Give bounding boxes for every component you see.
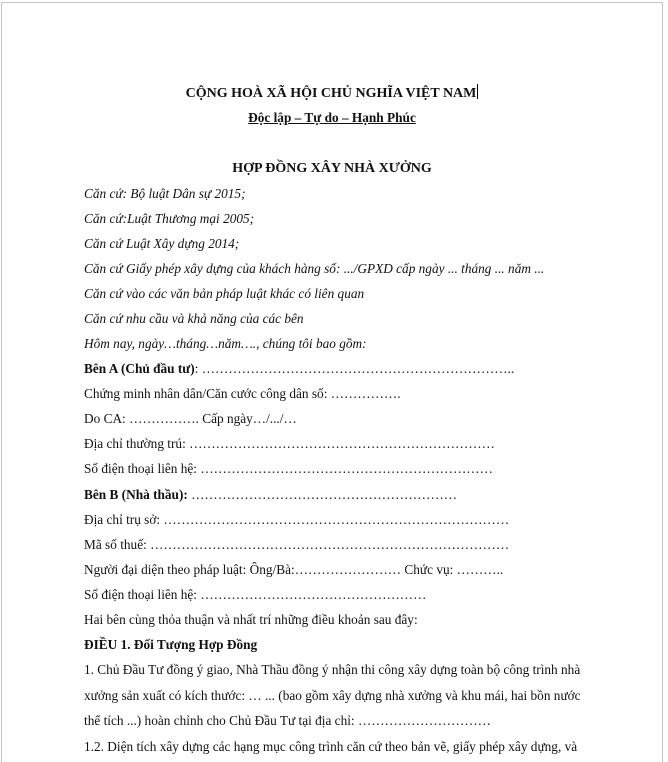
basis-line: Căn cứ vào các văn bản pháp luật khác có liên quan <box>84 286 365 301</box>
party-a-label: Bên A (Chủ đầu tư) <box>84 361 195 376</box>
party-a-heading <box>84 361 514 377</box>
basis-line: Căn cứ: Bộ luật Dân sự 2015; <box>84 186 246 201</box>
document-page[interactable] <box>1 2 663 762</box>
basis-line: Căn cứ nhu cầu và khả năng của các bên <box>84 311 304 326</box>
basis-line: Căn cứ Luật Xây dựng 2014; <box>84 236 240 251</box>
motto: Độc lập – Tự do – Hạnh Phúc <box>248 110 416 125</box>
article-1-heading: ĐIỀU 1. Đối Tượng Hợp Đồng <box>84 637 258 652</box>
party-a-field: Chứng minh nhân dân/Căn cước công dân số: ……………. <box>84 386 401 401</box>
party-a-field: Do CA: ……………. Cấp ngày…/.../… <box>84 411 297 426</box>
article-1-line: 1. Chủ Đầu Tư đồng ý giao, Nhà Thầu đồng ý nhận thi công xây dựng toàn bộ công trình nhà <box>84 662 581 677</box>
national-title <box>2 84 662 102</box>
article-1-line: thể tích ...) hoàn chỉnh cho Chủ Đầu Tư tại địa chỉ: ………………………… <box>84 713 491 728</box>
party-b-field: Mã số thuế: ……………………………………………………………………… <box>84 537 510 552</box>
party-a-fill: : …………………………………………………………….. <box>194 361 515 376</box>
date-line: Hôm nay, ngày…tháng…năm…., chúng tôi bao gồm: <box>84 336 367 351</box>
party-b-field: Địa chỉ trụ sở: …………………………………………………………………… <box>84 512 510 527</box>
text-cursor <box>477 84 478 99</box>
party-b-fill: …………………………………………………… <box>187 487 458 502</box>
article-1-line: xưởng sản xuất có kích thước: … ... (bao gồm xây dựng nhà xưởng và khu mái, hai bồn nước <box>84 688 581 703</box>
party-a-field: Số điện thoại liên hệ: ………………………………………………………… <box>84 461 493 476</box>
party-a-field: Địa chỉ thường trú: …………………………………………………………… <box>84 436 495 451</box>
party-b-label: Bên B (Nhà thầu): <box>84 487 188 502</box>
basis-line: Căn cứ:Luật Thương mại 2005; <box>84 211 255 226</box>
national-title-text: CỘNG HOÀ XÃ HỘI CHỦ NGHĨA VIỆT NAM <box>185 86 477 101</box>
party-b-heading <box>84 487 457 503</box>
article-1-line: 1.2. Diện tích xây dựng các hạng mục công trình căn cứ theo bản vẽ, giấy phép xây dựng, và <box>84 739 578 754</box>
basis-line: Căn cứ Giấy phép xây dựng của khách hàng số: .../GPXD cấp ngày ... tháng ... năm ... <box>84 261 545 276</box>
agreement-line: Hai bên cùng thỏa thuận và nhất trí những điều khoản sau đây: <box>84 612 418 627</box>
contract-title: HỢP ĐỒNG XÂY NHÀ XƯỞNG <box>232 161 432 176</box>
party-b-field: Người đại diện theo pháp luật: Ông/Bà:…………………… Chức vụ: ……….. <box>84 562 504 577</box>
party-b-field: Số điện thoại liên hệ: …………………………………………… <box>84 587 427 602</box>
